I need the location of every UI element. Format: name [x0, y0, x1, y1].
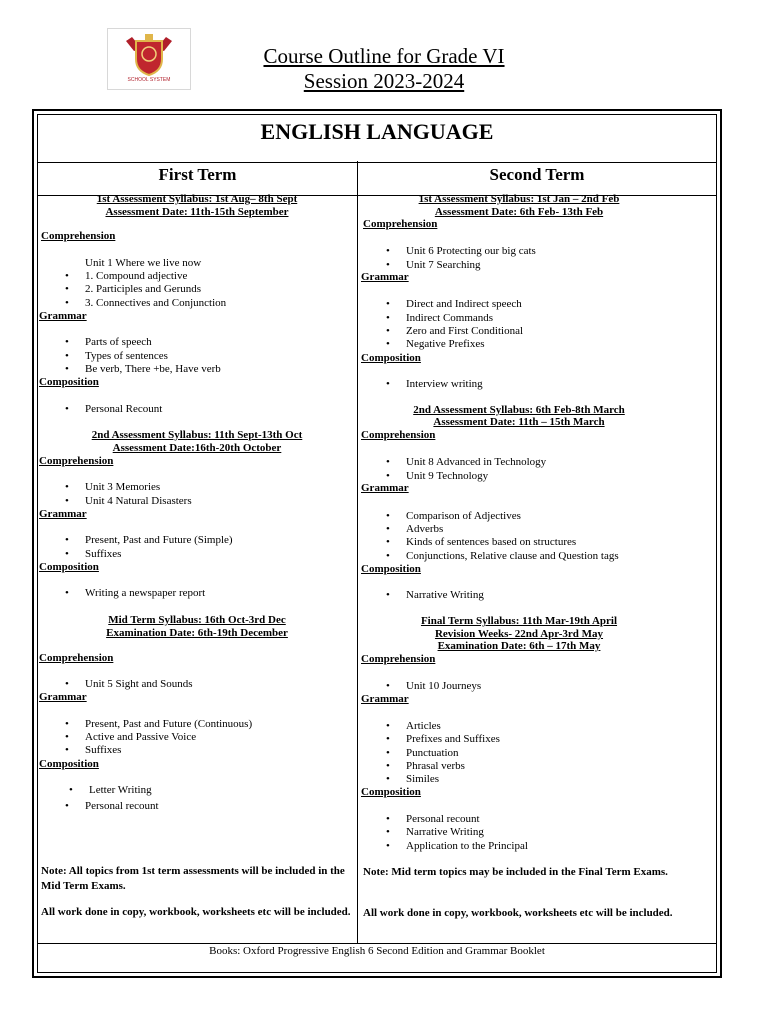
- list-item: • Zero and First Conditional: [406, 325, 523, 338]
- syllabus-heading: 1st Assessment Syllabus: 1st Aug– 8th Sept: [96, 193, 298, 205]
- section-heading: Comprehension: [361, 429, 436, 441]
- term-note: All work done in copy, workbook, worksheets etc will be included.: [363, 907, 673, 919]
- section-heading: Comprehension: [361, 653, 436, 665]
- page-title: Course Outline for Grade VI: [263, 44, 505, 68]
- list-item: • Unit 7 Searching: [406, 259, 481, 272]
- list-item: • Unit 8 Advanced in Technology: [406, 456, 546, 469]
- list-item: • Present, Past and Future (Continuous): [85, 718, 252, 731]
- assessment-date: Assessment Date: 11th-15th September: [105, 206, 289, 218]
- section-heading: Grammar: [39, 691, 87, 703]
- books-note: Books: Oxford Progressive English 6 Second Edition and Grammar Booklet: [38, 943, 716, 972]
- list-item: • Personal recount: [406, 813, 480, 826]
- syllabus-heading: Final Term Syllabus: 11th Mar-19th April: [420, 615, 618, 627]
- revision-weeks: Revision Weeks- 22nd Apr-3rd May: [434, 628, 604, 640]
- list-item: • Negative Prefixes: [406, 338, 485, 351]
- list-item: • Suffixes: [85, 548, 121, 561]
- section-heading: Grammar: [39, 310, 87, 322]
- list-item: • Present, Past and Future (Simple): [85, 534, 233, 547]
- svg-text:SCHOOL SYSTEM: SCHOOL SYSTEM: [127, 77, 171, 83]
- list-item: • Unit 10 Journeys: [406, 680, 481, 693]
- list-item: • Letter Writing: [89, 784, 152, 797]
- list-item: • Application to the Principal: [406, 840, 528, 853]
- list-item: • Narrative Writing: [406, 826, 484, 839]
- list-item: • Unit 6 Protecting our big cats: [406, 245, 536, 258]
- section-heading: Comprehension: [363, 218, 438, 230]
- exam-date: Examination Date: 6th-19th December: [106, 627, 288, 639]
- list-item: • Indirect Commands: [406, 312, 493, 325]
- list-item: • Direct and Indirect speech: [406, 298, 522, 311]
- section-heading: Composition: [361, 786, 421, 798]
- syllabus-heading: Mid Term Syllabus: 16th Oct-3rd Dec: [108, 614, 286, 626]
- term-note: All work done in copy, workbook, worksheets etc will be included.: [41, 906, 351, 918]
- first-term-heading: First Term: [158, 165, 237, 184]
- session-title: Session 2023-2024: [303, 69, 465, 93]
- second-term-heading: Second Term: [489, 165, 585, 184]
- section-heading: Comprehension: [39, 455, 114, 467]
- syllabus-heading: 1st Assessment Syllabus: 1st Jan – 2nd Feb: [418, 193, 620, 205]
- list-item: • Comparison of Adjectives: [406, 510, 521, 523]
- syllabus-heading: 2nd Assessment Syllabus: 11th Sept-13th Oct: [91, 429, 303, 441]
- assessment-date: Assessment Date: 11th – 15th March: [433, 416, 605, 428]
- list-item: • Unit 4 Natural Disasters: [85, 495, 192, 508]
- section-heading: Composition: [39, 561, 99, 573]
- list-item: Unit 1 Where we live now: [85, 257, 202, 269]
- list-item: • Punctuation: [406, 747, 459, 760]
- list-item: • Narrative Writing: [406, 589, 484, 602]
- term-note: Note: All topics from 1st term assessments will be included in the Mid Term Exams.: [41, 865, 345, 892]
- list-item: • Unit 9 Technology: [406, 470, 488, 483]
- section-heading: Composition: [361, 352, 421, 364]
- section-heading: Grammar: [361, 271, 409, 283]
- list-item: • Similes: [406, 773, 439, 786]
- assessment-date: Assessment Date: 6th Feb- 13th Feb: [434, 206, 604, 218]
- assessment-date: Assessment Date:16th-20th October: [112, 442, 282, 454]
- list-item: • Adverbs: [406, 523, 443, 536]
- list-item: • Writing a newspaper report: [85, 587, 205, 600]
- list-item: • 3. Connectives and Conjunction: [85, 297, 226, 310]
- list-item: • Suffixes: [85, 744, 121, 757]
- list-item: • Unit 3 Memories: [85, 481, 160, 494]
- list-item: • Personal recount: [85, 800, 159, 813]
- term-note: Note: Mid term topics may be included in the Final Term Exams.: [363, 866, 668, 878]
- section-heading: Grammar: [361, 693, 409, 705]
- section-heading: Composition: [39, 376, 99, 388]
- section-heading: Grammar: [39, 508, 87, 520]
- list-item: • Articles: [406, 720, 441, 733]
- list-item: • Parts of speech: [85, 336, 152, 349]
- list-item: • Personal Recount: [85, 403, 162, 416]
- section-heading: Composition: [361, 563, 421, 575]
- list-item: • Types of sentences: [85, 350, 168, 363]
- list-item: • 1. Compound adjective: [85, 270, 187, 283]
- list-item: • Unit 5 Sight and Sounds: [85, 678, 193, 691]
- list-item: • Phrasal verbs: [406, 760, 465, 773]
- section-heading: Grammar: [361, 482, 409, 494]
- list-item: • Prefixes and Suffixes: [406, 733, 500, 746]
- section-heading: Comprehension: [41, 230, 116, 242]
- subject-heading: ENGLISH LANGUAGE: [38, 115, 716, 163]
- list-item: • 2. Participles and Gerunds: [85, 283, 201, 296]
- section-heading: Comprehension: [39, 652, 114, 664]
- list-item: • Kinds of sentences based on structures: [406, 536, 576, 549]
- list-item: • Active and Passive Voice: [85, 731, 196, 744]
- list-item: • Conjunctions, Relative clause and Question tags: [406, 550, 619, 563]
- list-item: • Be verb, There +be, Have verb: [85, 363, 221, 376]
- section-heading: Composition: [39, 758, 99, 770]
- exam-date: Examination Date: 6th – 17th May: [437, 640, 601, 652]
- syllabus-heading: 2nd Assessment Syllabus: 6th Feb-8th March: [413, 404, 625, 416]
- list-item: • Interview writing: [406, 378, 483, 391]
